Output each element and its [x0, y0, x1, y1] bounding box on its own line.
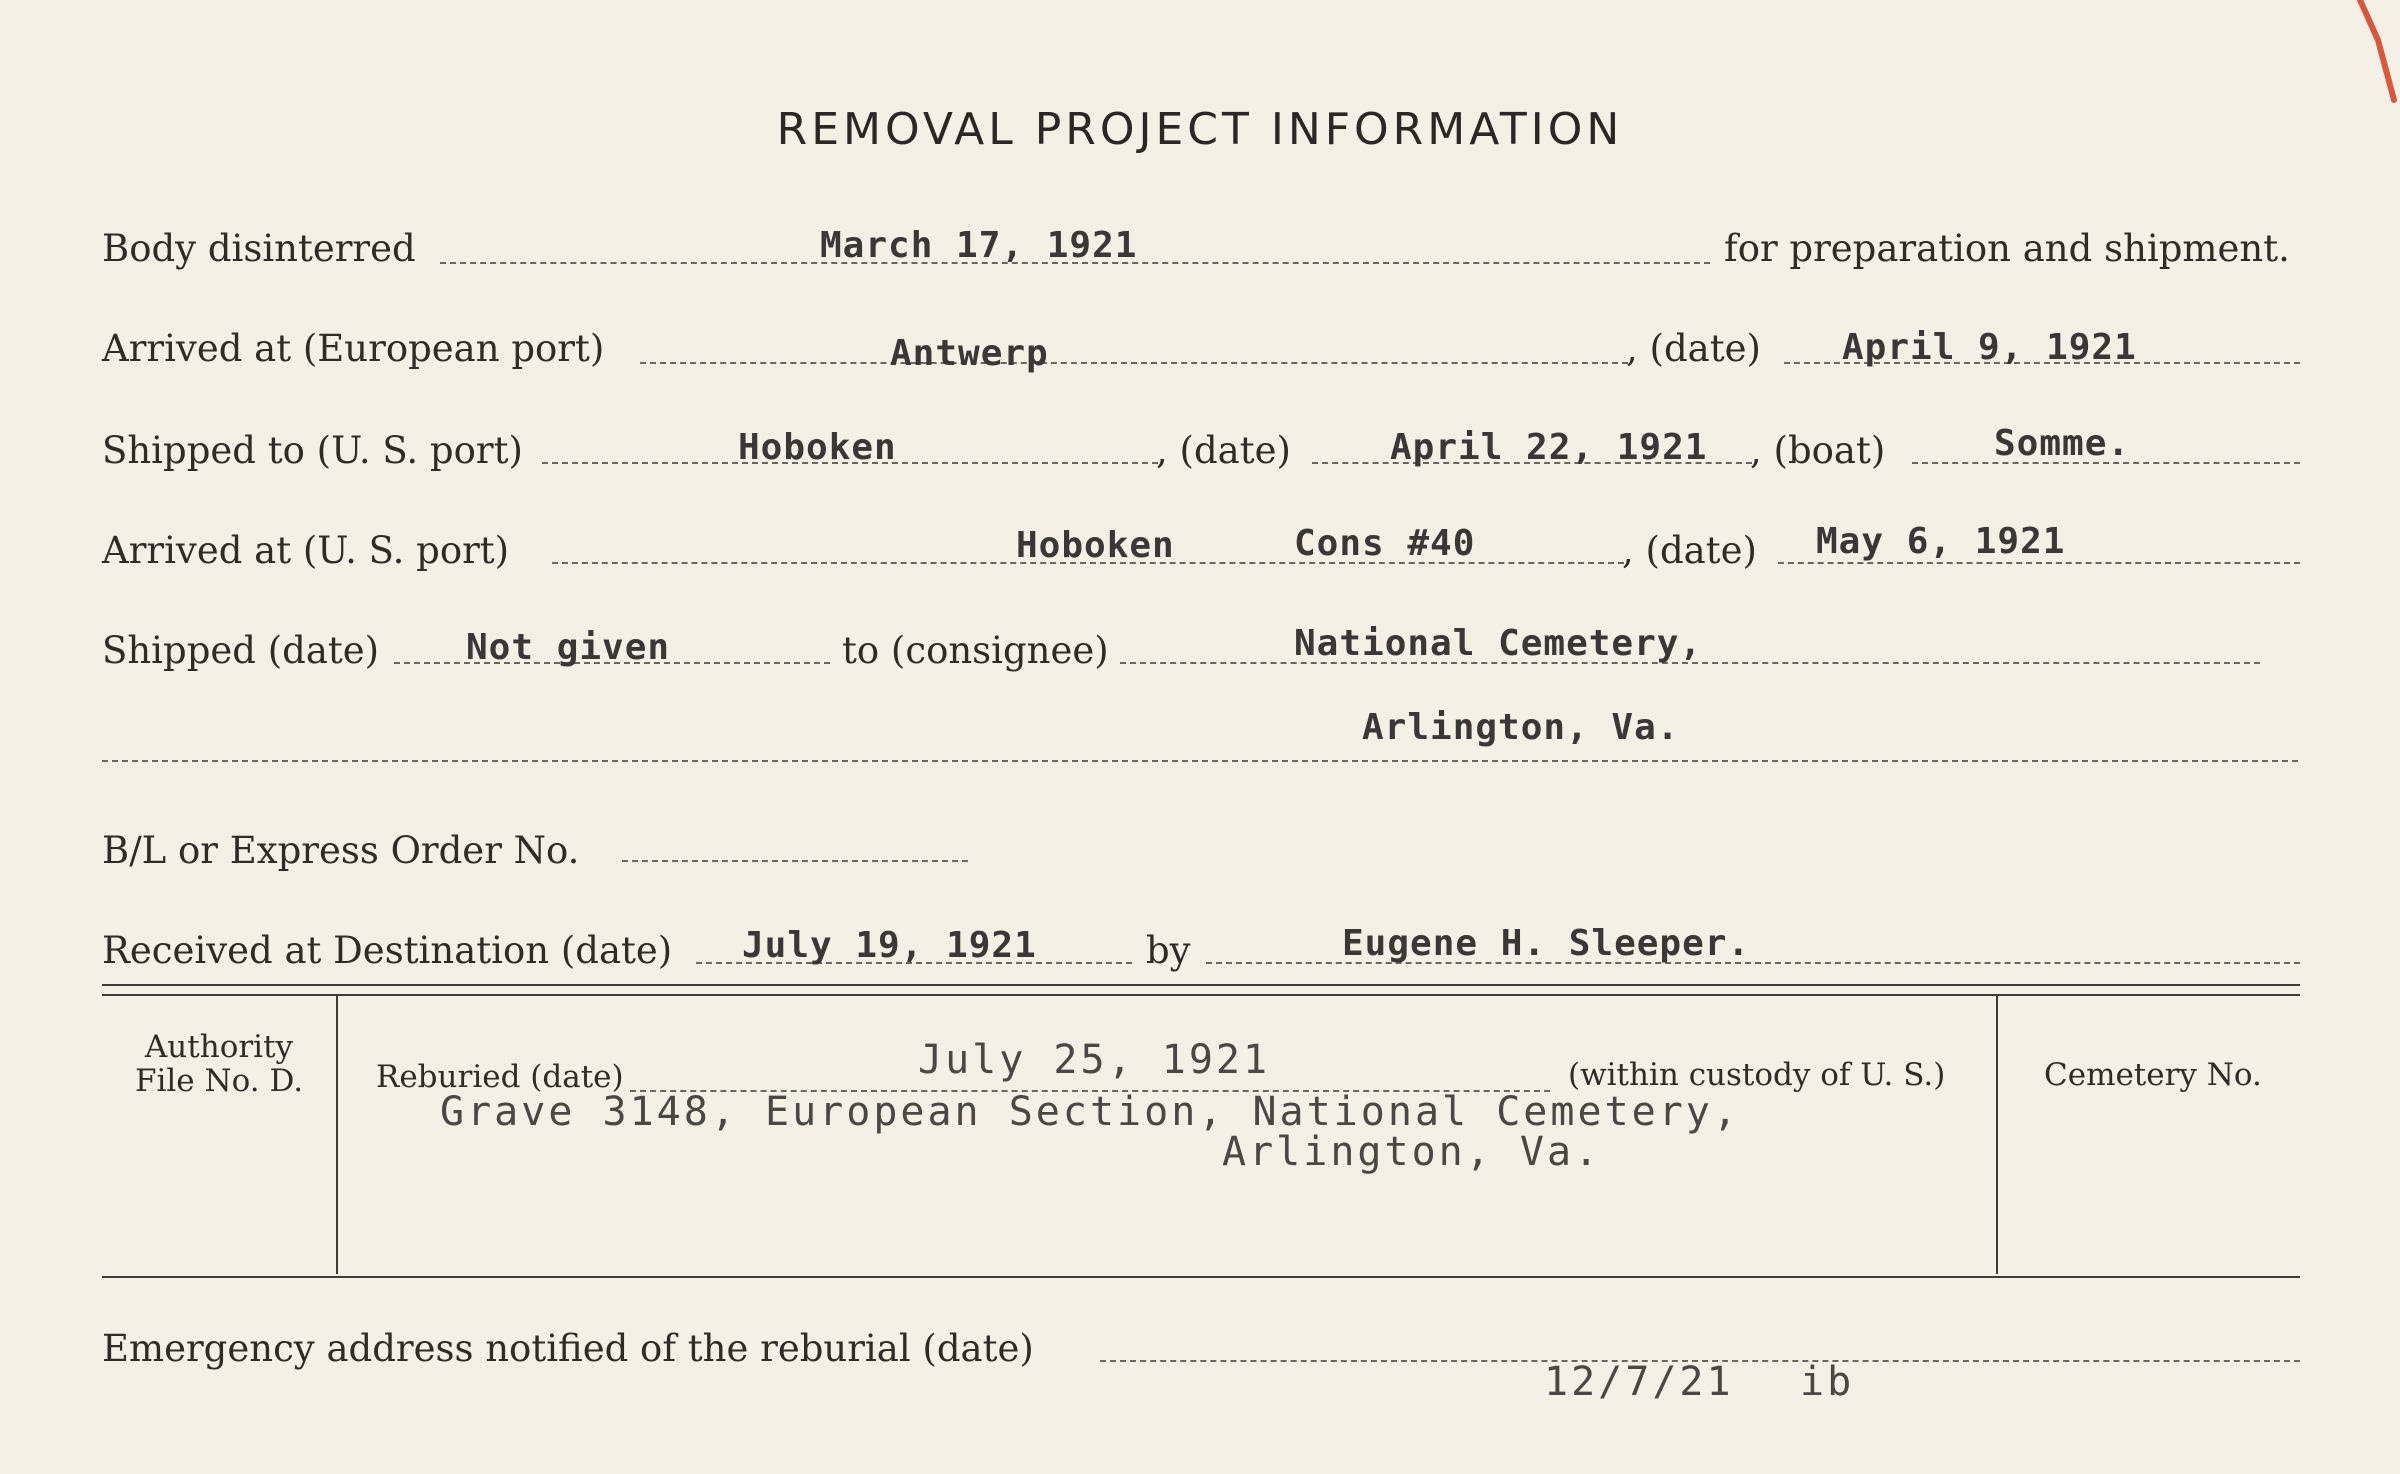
box-top-rule-1: [102, 984, 2300, 986]
reburied-value: July 25, 1921: [918, 1037, 1271, 1083]
arrived-european-date-label: , (date): [1626, 327, 1761, 370]
arrived-european-line: [640, 362, 1628, 364]
bl-label: B/L or Express Order No.: [102, 829, 580, 872]
custody-label: (within custody of U. S.): [1568, 1057, 1946, 1093]
received-by-value: Eugene H. Sleeper.: [1342, 923, 1751, 964]
box-divider-left: [336, 996, 338, 1274]
box-divider-right: [1996, 996, 1998, 1274]
grave-line1: Grave 3148, European Section, National Cemetery,: [440, 1089, 1740, 1135]
authority-label-line1: Authority: [144, 1029, 294, 1065]
bl-line: [622, 860, 968, 862]
shipped-us-date-label: , (date): [1156, 429, 1291, 472]
red-pencil-mark: [2330, 0, 2400, 110]
consignee-label: to (consignee): [842, 629, 1109, 672]
arrived-european-value: Antwerp: [890, 333, 1049, 374]
shipped-us-value: Hoboken: [738, 427, 897, 468]
consignee-second-line: [102, 760, 2298, 762]
emergency-initials: ib: [1800, 1359, 1855, 1405]
cemetery-no-label: Cemetery No.: [2044, 1057, 2262, 1093]
shipped-us-boat-value: Somme.: [1994, 423, 2131, 464]
arrived-us-cons: Cons #40: [1294, 523, 1476, 564]
arrived-us-label: Arrived at (U. S. port): [102, 529, 510, 572]
shipped-us-date-value: April 22, 1921: [1390, 427, 1708, 468]
shipped-date-value: Not given: [466, 627, 671, 668]
received-by-label: by: [1146, 929, 1191, 972]
shipped-us-boat-label: , (boat): [1750, 429, 1886, 472]
arrived-us-value: Hoboken: [1016, 525, 1175, 566]
arrived-us-date-label: , (date): [1622, 529, 1757, 572]
consignee-value-line1: National Cemetery,: [1294, 623, 1703, 664]
reburied-label: Reburied (date): [376, 1059, 624, 1095]
authority-label: [110, 1030, 328, 1098]
card-title: REMOVAL PROJECT INFORMATION: [776, 104, 1624, 155]
consignee-value-line2: Arlington, Va.: [1362, 707, 1680, 748]
arrived-european-label: Arrived at (European port): [102, 327, 605, 370]
authority-label-line2: File No. D.: [134, 1063, 304, 1100]
shipped-us-label: Shipped to (U. S. port): [102, 429, 523, 472]
box-bottom-rule: [102, 1276, 2300, 1278]
box-top-rule-2: [102, 994, 2300, 996]
emergency-value: 12/7/21: [1544, 1359, 1734, 1405]
arrived-us-date-value: May 6, 1921: [1816, 521, 2066, 562]
received-value: July 19, 1921: [742, 925, 1037, 966]
disinterred-label: Body disinterred: [102, 227, 416, 270]
received-label: Received at Destination (date): [102, 929, 673, 972]
shipped-date-label: Shipped (date): [102, 629, 380, 672]
emergency-label: Emergency address notified of the reburial (date): [102, 1327, 1034, 1370]
disinterred-suffix: for preparation and shipment.: [1724, 227, 2290, 270]
arrived-european-date-value: April 9, 1921: [1842, 327, 2137, 368]
disinterred-value: March 17, 1921: [820, 225, 1138, 266]
grave-line2: Arlington, Va.: [1222, 1129, 1602, 1175]
arrived-us-date-line: [1778, 562, 2300, 564]
